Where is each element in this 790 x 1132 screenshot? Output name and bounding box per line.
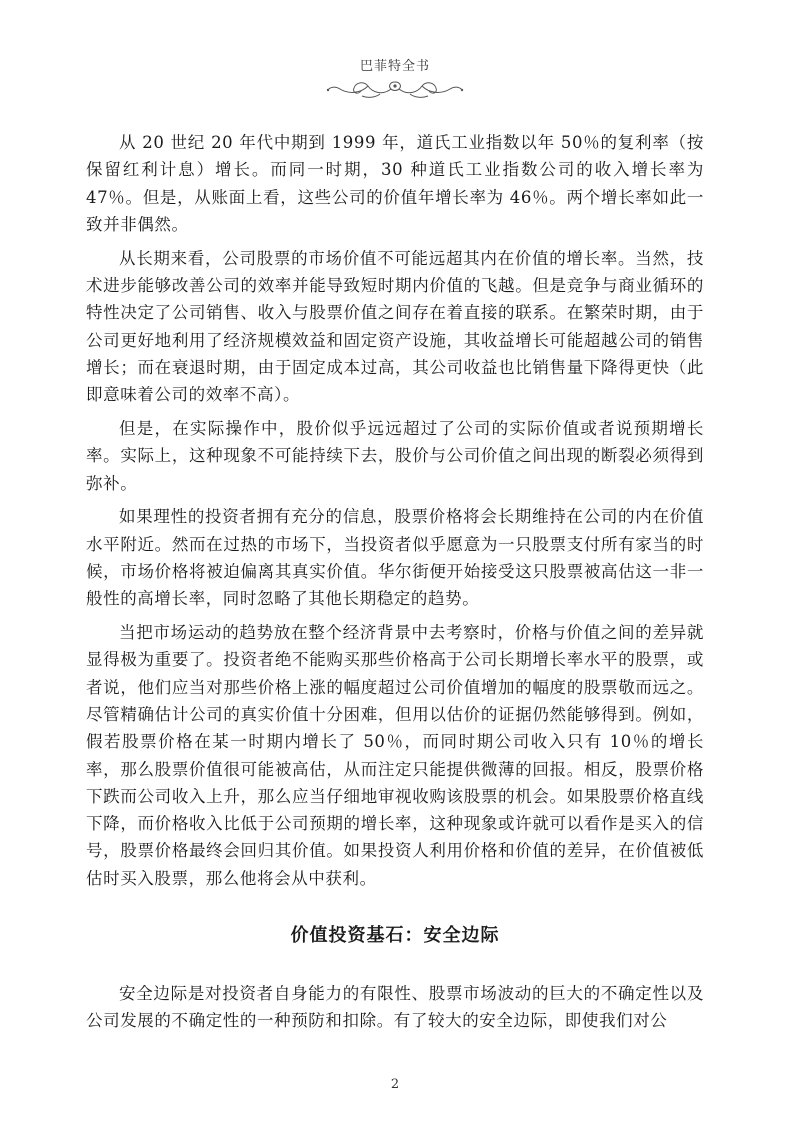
section-heading: 价值投资基石：安全边际 bbox=[290, 925, 500, 947]
paragraph: 安全边际是对投资者自身能力的有限性、股票市场波动的巨大的不确定性以及公司发展的不确定性的一种预防和扣除。有了较大的安全边际，即使我们对公 bbox=[86, 984, 704, 1031]
paragraph: 从 20 世纪 20 年代中期到 1999 年，道氏工业指数以年 50％的复利率（按保留红利计息）增长。而同一时期，30 种道氏工业指数公司的收入增长率为 47％。但是，从账面上看，这些公司的价值年增长率为 46％。两个增长率如此一致并非偶然。 bbox=[86, 133, 704, 234]
paragraph: 如果理性的投资者拥有充分的信息，股票价格将会长期维持在公司的内在价值水平附近。然而在过热的市场下，当投资者似乎愿意为一只股票支付所有家当的时候，市场价格将被迫偏离其真实价值。华尔街便开始接受这只股票被高估这一非一般性的高增长率，同时忽略了其他长期稳定的趋势。 bbox=[86, 507, 704, 609]
paragraph: 但是，在实际操作中，股价似乎远远超过了公司的实际价值或者说预期增长率。实际上，这种现象不可能持续下去，股价与公司价值之间出现的断裂必须得到弥补。 bbox=[86, 418, 704, 493]
running-header bbox=[0, 58, 790, 100]
book-title: 巴菲特全书 bbox=[359, 59, 430, 74]
paragraph: 从长期来看，公司股票的市场价值不可能远超其内在价值的增长率。当然，技术进步能够改善公司的效率并能导致短时期内价值的飞越。但是竞争与商业循环的特性决定了公司销售、收入与股票价值之间存在着直接的联系。在繁荣时期，由于公司更好地利用了经济规模效益和固定资产设施，其收益增长可能超越公司的销售增长；而在衰退时期，由于固定成本过高，其公司收益也比销售量下降得更快（此即意味着公司的效率不高）。 bbox=[86, 248, 704, 405]
ornament-flourish-icon bbox=[320, 78, 470, 100]
page-body bbox=[86, 129, 704, 1041]
paragraph: 当把市场运动的趋势放在整个经济背景中去考察时，价格与价值之间的差异就显得极为重要了。投资者绝不能购买那些价格高于公司长期增长率水平的股票，或者说，他们应当对那些价格上涨的幅度超过公司价值增加的幅度的股票敬而远之。尽管精确估计公司的真实价值十分困难，但用以估价的证据仍然能够得到。例如，假若股票价格在某一时期内增长了 50％，而同时期公司收入只有 10％的增长率，那么股票价值很可能被高估，从而注定只能提供微薄的回报。相反，股票价格下跌而公司收入上升，那么应当仔细地审视收购该股票的机会。如果股票价格直线下降，而价格收入比低于公司预期的增长率，这种现象或许就可以看作是买入的信号，股票价格最终会回归其价值。如果投资人利用价格和价值的差异，在价值被低估时买入股票，那么他将会从中获利。 bbox=[86, 623, 704, 888]
page-number: 2 bbox=[390, 1077, 400, 1092]
